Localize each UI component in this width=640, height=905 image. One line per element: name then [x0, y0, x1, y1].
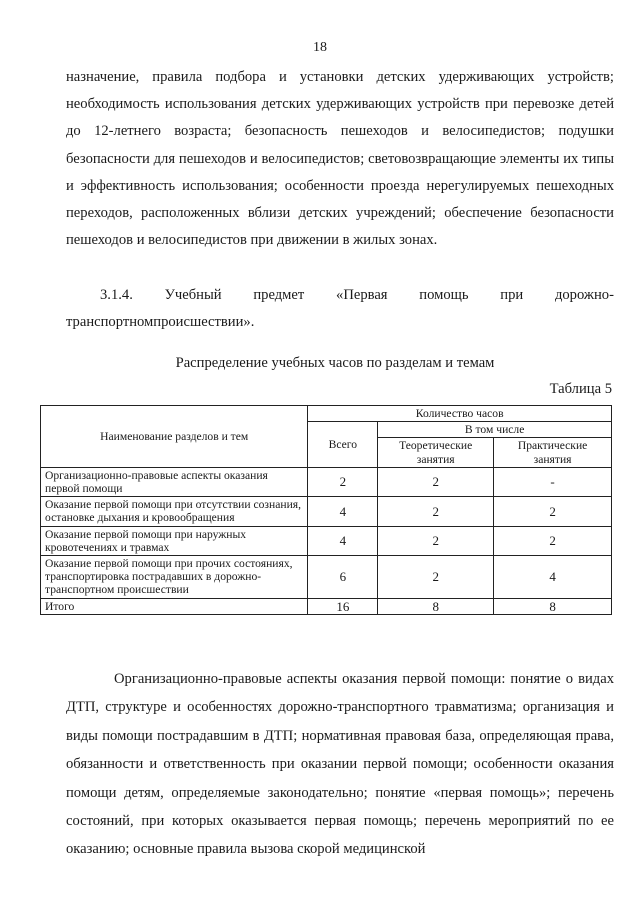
- row-name: Организационно-правовые аспекты оказания первой помощи: [41, 467, 308, 496]
- header-theory: Теоретические занятия: [378, 438, 494, 467]
- row-total: 16: [308, 598, 378, 614]
- row-total: 4: [308, 497, 378, 526]
- row-practice: 2: [494, 526, 612, 555]
- table-row: [41, 467, 612, 496]
- row-theory: 2: [378, 556, 494, 599]
- row-name: Оказание первой помощи при отсутствии сознания, остановке дыхания и кровообращения: [41, 497, 308, 526]
- header-hours: Количество часов: [308, 406, 612, 422]
- hours-table: [40, 405, 612, 615]
- section-heading-line-2: транспортномпроисшествии».: [66, 314, 255, 330]
- table-row: [41, 556, 612, 599]
- row-theory: 2: [378, 467, 494, 496]
- row-total: 6: [308, 556, 378, 599]
- row-total: 4: [308, 526, 378, 555]
- row-name: Оказание первой помощи при прочих состояниях, транспортировка пострадавших в дорожно-транспортном происшествии: [41, 556, 308, 599]
- row-practice: -: [494, 467, 612, 496]
- row-practice: 4: [494, 556, 612, 599]
- section-heading-line-1: [66, 282, 614, 309]
- header-practice: Практические занятия: [494, 438, 612, 467]
- row-theory: 2: [378, 497, 494, 526]
- table-row: [41, 497, 612, 526]
- table-row: [41, 526, 612, 555]
- section-word: помощь: [419, 287, 469, 303]
- section-heading: [66, 282, 614, 336]
- row-name: Итого: [41, 598, 308, 614]
- row-practice: 2: [494, 497, 612, 526]
- row-theory: 8: [378, 598, 494, 614]
- page-number: 18: [313, 40, 327, 55]
- row-name: Оказание первой помощи при наружных кровотечениях и травмах: [41, 526, 308, 555]
- section-word: «Первая: [336, 287, 388, 303]
- row-total: 2: [308, 467, 378, 496]
- row-theory: 2: [378, 526, 494, 555]
- section-word: при: [500, 287, 524, 303]
- header-total: Всего: [308, 422, 378, 468]
- table-label: Таблица 5: [549, 381, 612, 397]
- section-word: Учебный: [164, 287, 222, 303]
- table-title: Распределение учебных часов по разделам и темам: [175, 355, 495, 371]
- section-number: 3.1.4.: [100, 287, 133, 303]
- header-including: В том числе: [378, 422, 612, 438]
- table-header-row: [41, 406, 612, 422]
- row-practice: 8: [494, 598, 612, 614]
- paragraph-2: Организационно-правовые аспекты оказания первой помощи: понятие о видах ДТП, структуре и особенностях дорожно-транспортного травматизма; организация и виды помощи пострадавшим в ДТП; нормативная правовая база, определяющая права, обязанности и ответственность при оказании первой помощи; особенности оказания помощи детям, определяемые законодательно; понятие «первая помощь»; перечень состояний, при которых оказывается первая помощь; перечень мероприятий по ее оказанию; основные правила вызова скорой медицинской: [66, 671, 614, 858]
- section-word: дорожно-: [554, 287, 614, 303]
- section-word: предмет: [253, 287, 305, 303]
- table-total-row: [41, 598, 612, 614]
- paragraph-1: назначение, правила подбора и установки детских удерживающих устройств; необходимость использования детских удерживающих устройств при перевозке детей до 12-летнего возраста; безопасность пешеходов и велосипедистов; подушки безопасности для пешеходов и велосипедистов; световозвращающие элементы их типы и эффективность использования; особенности проезда нерегулируемых пешеходных переходов, расположенных вблизи детских учреждений; обеспечение безопасности пешеходов и велосипедистов при движении в жилых зонах.: [66, 69, 614, 249]
- header-name: Наименование разделов и тем: [41, 406, 308, 468]
